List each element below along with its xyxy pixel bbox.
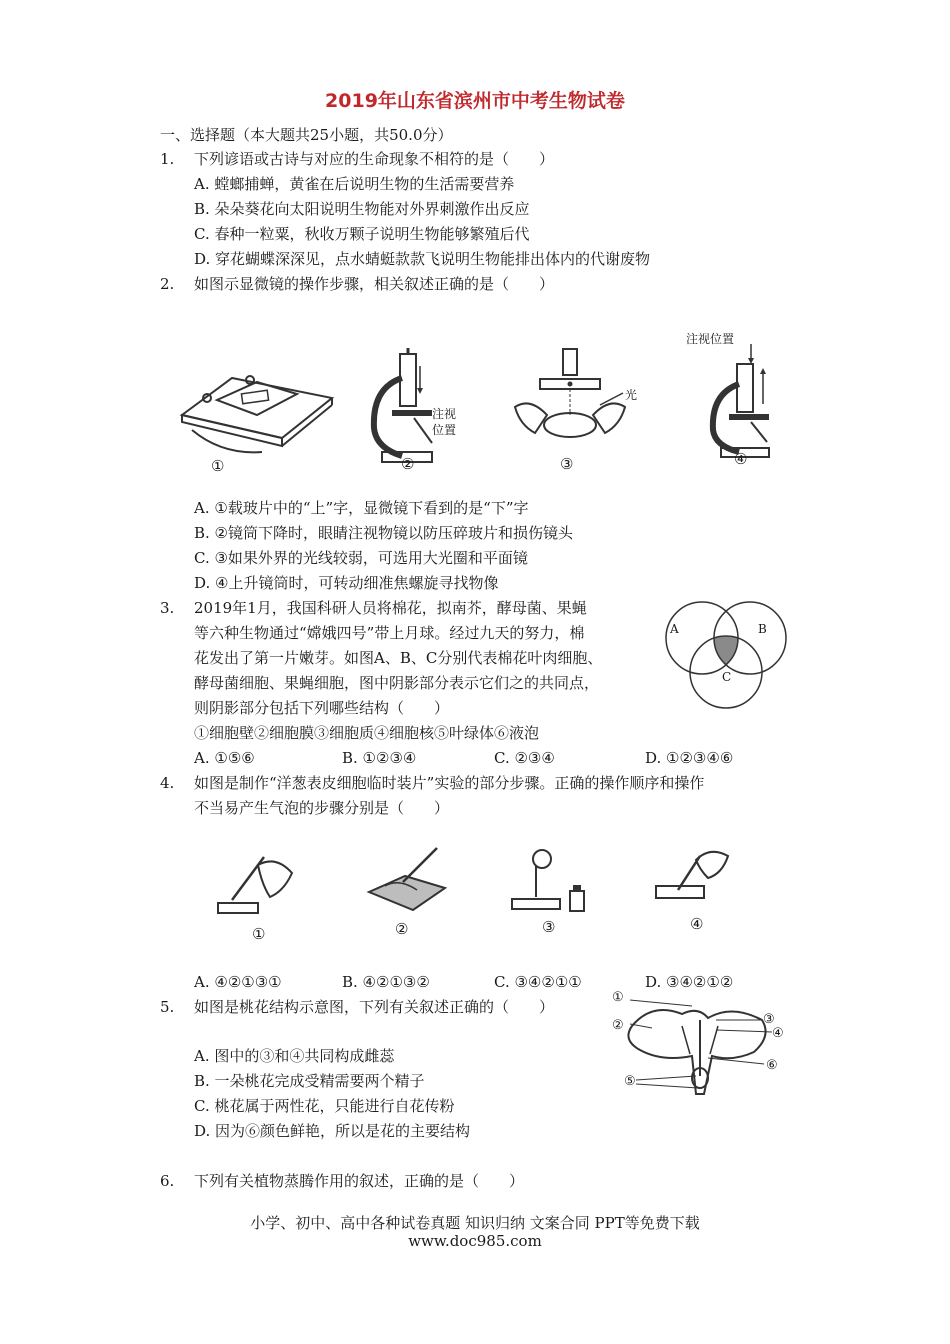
question-stem: 如图是桃花结构示意图，下列有关叙述正确的（ ） [194,998,555,1016]
flower-label-4: ④ [772,1026,784,1041]
option-c[interactable]: C. 桃花属于两性花，只能进行自花传粉 [194,1097,455,1115]
question-stem: 不当易产生气泡的步骤分别是（ ） [194,799,450,817]
question-stem: ①细胞壁②细胞膜③细胞质④细胞核⑤叶绿体⑥液泡 [194,724,540,742]
option-c[interactable]: C. ②③④ [494,749,555,767]
option-a[interactable]: A. ①载玻片中的“上”字，显微镜下看到的是“下”字 [194,499,529,517]
figure-note: 光 [625,388,638,402]
page-title: 2019年山东省滨州市中考生物试卷 [325,90,625,112]
flower-label-5: ⑤ [624,1074,636,1089]
option-a[interactable]: A. ④②①③① [194,973,282,991]
flower-label-3: ③ [763,1012,775,1027]
question-number: 5. [160,998,175,1016]
flower-label-6: ⑥ [766,1058,778,1073]
figure-label: ② [401,455,415,473]
microscope-step-figure-4 [703,344,793,463]
figure-label: ① [211,457,225,475]
footer-promo: 小学、初中、高中各种试卷真题 知识归纳 文案合同 PPT等免费下载 [250,1214,700,1232]
figure-label: ④ [690,915,704,933]
question-number: 1. [160,150,175,168]
option-a[interactable]: A. ①⑤⑥ [194,749,255,767]
question-number: 6. [160,1172,175,1190]
option-d[interactable]: D. 穿花蝴蝶深深见，点水蜻蜓款款飞说明生物能排出体内的代谢废物 [194,250,651,268]
question-stem: 下列有关植物蒸腾作用的叙述，正确的是（ ） [194,1172,525,1190]
figure-label: ② [395,920,409,938]
option-c[interactable]: C. ③如果外界的光线较弱，可选用大光圈和平面镜 [194,549,528,567]
flower-label-1: ① [612,990,624,1005]
option-b[interactable]: B. 一朵桃花完成受精需要两个精子 [194,1072,425,1090]
option-a[interactable]: A. 图中的③和④共同构成雌蕊 [194,1047,395,1065]
figure-label: ③ [560,455,574,473]
figure-label: ① [252,925,266,943]
footer-url[interactable]: www.doc985.com [408,1232,542,1250]
option-b[interactable]: B. ④②①③② [342,973,430,991]
option-b[interactable]: B. 朵朵葵花向太阳说明生物能对外界刺激作出反应 [194,200,530,218]
section-heading: 一、选择题（本大题共25小题，共50.0分） [160,126,453,144]
venn-label-c: C [722,670,732,684]
figure-label: ④ [734,450,748,468]
venn-diagram [652,598,802,712]
question-stem: 酵母菌细胞、果蝇细胞，图中阴影部分表示它们之的共同点， [194,674,600,692]
slide-step-figure-3 [508,845,598,929]
flower-label-2: ② [612,1018,624,1033]
question-stem: 则阴影部分包括下列哪些结构（ ） [194,699,450,717]
venn-label-b: B [758,622,767,636]
question-stem: 如图示显微镜的操作步骤，相关叙述正确的是（ ） [194,275,555,293]
option-d[interactable]: D. ③④②①② [645,973,734,991]
option-d[interactable]: D. ①②③④⑥ [645,749,734,767]
venn-label-a: A [670,622,679,636]
question-stem: 花发出了第一片嫩芽。如图A、B、C分别代表棉花叶肉细胞、 [194,649,603,667]
option-d[interactable]: D. 因为⑥颜色鲜艳，所以是花的主要结构 [194,1122,471,1140]
microscope-step-figure-3 [505,345,638,459]
slide-step-figure-2 [365,842,455,926]
question-stem: 如图是制作“洋葱表皮细胞临时装片”实验的部分步骤。正确的操作顺序和操作 [194,774,705,792]
figure-note: 位置 [432,423,457,437]
question-number: 3. [160,599,175,617]
figure-note: 注视位置 [686,332,735,346]
question-stem: 等六种生物通过“嫦娥四号”带上月球。经过九天的努力，棉 [194,624,585,642]
question-number: 4. [160,774,175,792]
option-d[interactable]: D. ④上升镜筒时，可转动细准焦螺旋寻找物像 [194,574,499,592]
option-a[interactable]: A. 螳螂捕蝉，黄雀在后说明生物的生活需要营养 [194,175,515,193]
microscope-step-figure-1 [172,360,342,484]
question-stem: 2019年1月，我国科研人员将棉花，拟南芥，酵母菌、果蝇 [194,599,587,617]
slide-step-figure-1 [214,845,304,929]
question-number: 2. [160,275,175,293]
option-c[interactable]: C. 春种一粒粟，秋收万颗子说明生物能够繁殖后代 [194,225,530,243]
option-b[interactable]: B. ①②③④ [342,749,417,767]
option-b[interactable]: B. ②镜筒下降时，眼睛注视物镜以防压碎玻片和损伤镜头 [194,524,574,542]
question-stem: 下列谚语或古诗与对应的生命现象不相符的是（ ） [194,150,555,168]
slide-step-figure-4 [652,842,742,926]
figure-label: ③ [542,918,556,936]
figure-note: 注视 [432,407,457,421]
option-c[interactable]: C. ③④②①① [494,973,582,991]
